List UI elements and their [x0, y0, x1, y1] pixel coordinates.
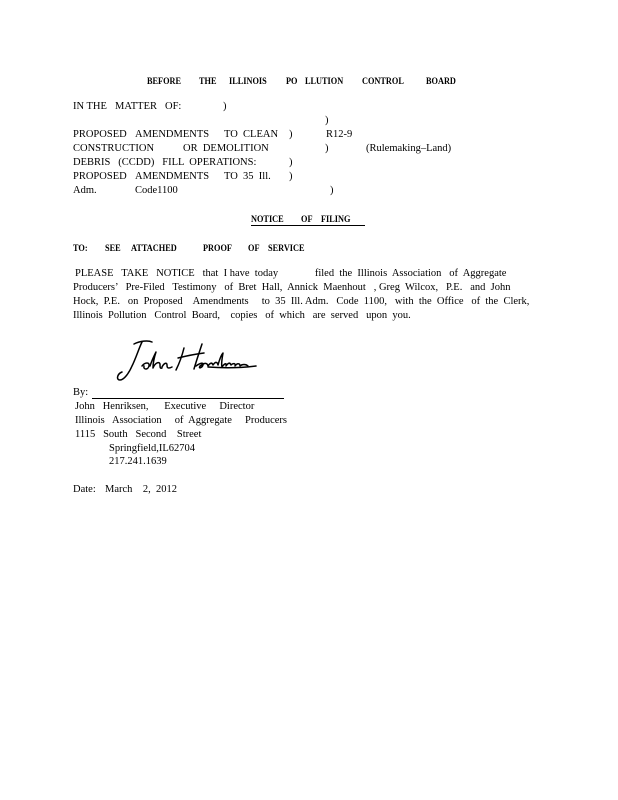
notice-title-underline — [251, 225, 365, 226]
signer-phone: 217.241.1639 — [109, 456, 167, 467]
handwritten-signature-icon — [112, 336, 262, 386]
signature-line — [92, 398, 284, 399]
caption-adm: Adm. — [73, 185, 97, 196]
caption-paren: ) — [289, 129, 293, 140]
signer-street: 1115 South Second Street — [75, 429, 202, 440]
notice-title-notice: NOTICE — [251, 214, 284, 224]
caption-construction: CONSTRUCTION — [73, 143, 155, 154]
signer-organization: Illinois Association of Aggregate Producers — [75, 415, 288, 426]
caption-amendments: AMENDMENTS — [135, 129, 210, 140]
header-po: PO — [286, 76, 298, 86]
caption-proposed: PROPOSED — [73, 129, 127, 140]
caption-paren: ) — [330, 185, 334, 196]
caption-debris: DEBRIS (CCDD) FILL OPERATIONS: — [73, 157, 257, 168]
caption-paren: ) — [289, 157, 293, 168]
notice-title-filing: FILING — [321, 214, 351, 224]
case-number: R12-9 — [326, 129, 353, 140]
caption-amendments-2: AMENDMENTS — [135, 171, 210, 182]
body-line-1: PLEASE TAKE NOTICE that I have today filed the Illinois Association of Aggregate — [75, 268, 507, 279]
to-service: SERVICE — [268, 243, 305, 253]
date-value: March 2, 2012 — [105, 484, 178, 495]
body-line-2: Producers’ Pre-Filed Testimony of Bret Hall, Annick Maenhout , Greg Wilcox, P.E. and John — [73, 282, 511, 293]
notice-title-of: OF — [301, 214, 313, 224]
to-of: OF — [248, 243, 260, 253]
caption-to-35: TO 35 Ill. — [224, 171, 271, 182]
caption-code: Code1100 — [135, 185, 178, 196]
body-line-3: Hock, P.E. on Proposed Amendments to 35 Ill. Adm. Code 1100, with the Office of the Clerk, — [73, 296, 530, 307]
header-llution: LLUTION — [305, 76, 344, 86]
signer-name-title: John Henriksen, Executive Director — [75, 401, 255, 412]
by-label: By: — [73, 387, 89, 398]
to-attached: ATTACHED — [131, 243, 177, 253]
header-before: BEFORE — [147, 76, 182, 86]
caption-proposed-2: PROPOSED — [73, 171, 127, 182]
to-see: SEE — [105, 243, 121, 253]
case-type: (Rulemaking–Land) — [366, 143, 452, 154]
caption-demolition: OR DEMOLITION — [183, 143, 269, 154]
caption-paren: ) — [223, 101, 227, 112]
to-label: TO: — [73, 243, 88, 253]
header-board: BOARD — [426, 76, 456, 86]
caption-matter: MATTER — [115, 101, 157, 112]
date-label: Date: — [73, 484, 96, 495]
caption-of: OF: — [165, 101, 182, 112]
header-control: CONTROL — [362, 76, 404, 86]
caption-paren: ) — [289, 171, 293, 182]
caption-paren: ) — [325, 115, 329, 126]
signer-city: Springfield,IL62704 — [109, 443, 196, 454]
header-illinois: ILLINOIS — [229, 76, 267, 86]
body-line-4: Illinois Pollution Control Board, copies of which are served upon you. — [73, 310, 411, 321]
caption-in-the: IN THE — [73, 101, 107, 112]
caption-paren: ) — [325, 143, 329, 154]
header-the: THE — [199, 76, 217, 86]
to-proof: PROOF — [203, 243, 232, 253]
caption-to-clean: TO CLEAN — [224, 129, 279, 140]
